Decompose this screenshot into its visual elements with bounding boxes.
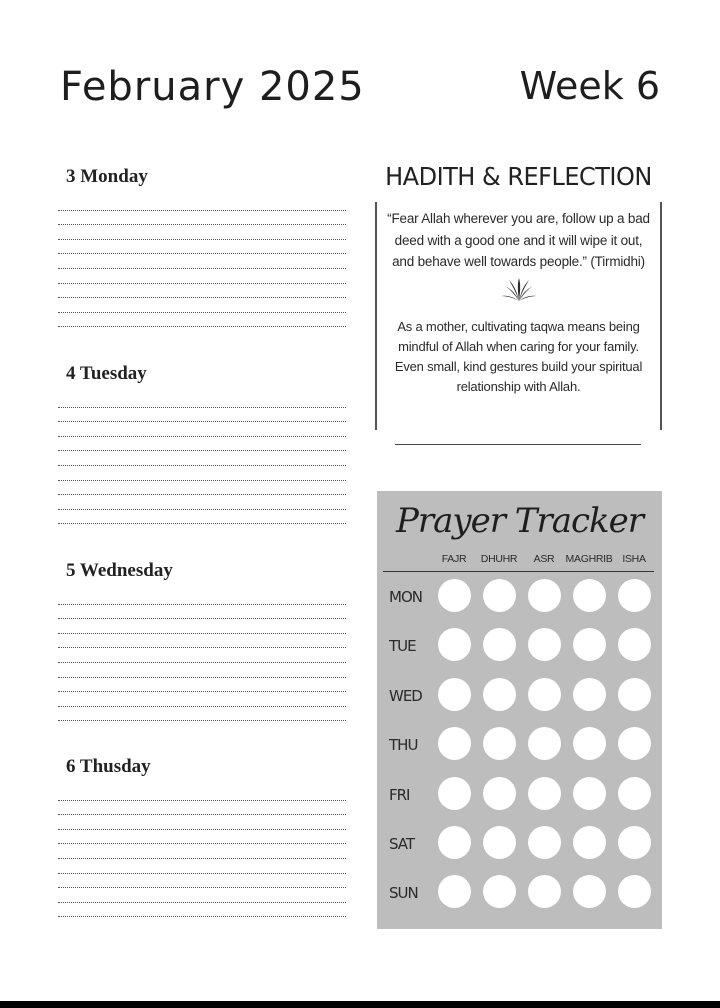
tracker-day-label: SAT: [389, 835, 415, 853]
writing-line[interactable]: [58, 634, 346, 649]
writing-line[interactable]: [58, 481, 346, 496]
prayer-checkbox[interactable]: [573, 826, 606, 859]
writing-line[interactable]: [58, 284, 346, 299]
hadith-box: [375, 202, 662, 430]
tracker-row: [377, 777, 662, 811]
writing-line[interactable]: [58, 707, 346, 722]
writing-line[interactable]: [58, 605, 346, 620]
prayer-checkbox[interactable]: [438, 628, 471, 661]
tracker-day-label: TUE: [389, 637, 416, 656]
tracker-day-label: WED: [389, 686, 422, 705]
month-title: February 2025: [60, 64, 365, 110]
prayer-checkbox[interactable]: [573, 727, 606, 760]
prayer-checkbox[interactable]: [618, 628, 651, 661]
prayer-checkbox[interactable]: [573, 678, 606, 711]
prayer-checkbox[interactable]: [528, 777, 561, 810]
prayer-checkbox[interactable]: [438, 727, 471, 760]
writing-line[interactable]: [58, 211, 346, 226]
day-section-monday: [58, 166, 346, 327]
writing-line[interactable]: [58, 393, 346, 408]
prayer-checkbox[interactable]: [483, 777, 516, 810]
writing-line[interactable]: [58, 408, 346, 423]
hadith-section: [375, 160, 662, 430]
prayer-checkbox[interactable]: [438, 777, 471, 810]
writing-line[interactable]: [58, 510, 346, 525]
writing-line[interactable]: [58, 437, 346, 452]
prayer-checkbox[interactable]: [528, 579, 561, 612]
prayer-checkbox[interactable]: [528, 678, 561, 711]
day-section-thursday: [58, 756, 346, 917]
prayer-checkbox[interactable]: [483, 727, 516, 760]
prayer-checkbox[interactable]: [573, 579, 606, 612]
prayer-tracker: [377, 491, 662, 929]
prayer-checkbox[interactable]: [618, 826, 651, 859]
writing-line[interactable]: [58, 844, 346, 859]
writing-line[interactable]: [58, 269, 346, 284]
writing-line[interactable]: [58, 859, 346, 874]
prayer-checkbox[interactable]: [483, 826, 516, 859]
tracker-title: Prayer Tracker: [395, 501, 643, 541]
writing-line[interactable]: [58, 692, 346, 707]
tracker-day-label: THU: [389, 736, 418, 755]
writing-line[interactable]: [58, 648, 346, 663]
hadith-quote: “Fear Allah wherever you are, follow up a bad deed with a good one and it will wipe it out, and behave well towards people.” (Tirmidhi): [387, 211, 650, 269]
writing-line[interactable]: [58, 815, 346, 830]
prayer-checkbox[interactable]: [573, 628, 606, 661]
prayer-checkbox[interactable]: [573, 777, 606, 810]
tracker-row: [377, 727, 662, 761]
writing-lines[interactable]: [58, 786, 346, 917]
day-title: 6 Thusday: [66, 756, 151, 777]
prayer-checkbox[interactable]: [528, 628, 561, 661]
prayer-header: ISHA: [622, 553, 646, 565]
writing-line[interactable]: [58, 678, 346, 693]
prayer-header: DHUHR: [480, 553, 518, 565]
tracker-row: [377, 579, 662, 613]
writing-line[interactable]: [58, 663, 346, 678]
prayer-checkbox[interactable]: [438, 875, 471, 908]
tracker-day-label: SUN: [389, 884, 418, 903]
tracker-row: [377, 875, 662, 909]
writing-line[interactable]: [58, 254, 346, 269]
prayer-checkbox[interactable]: [438, 826, 471, 859]
tracker-row: [377, 678, 662, 712]
writing-line[interactable]: [58, 196, 346, 211]
divider: [383, 571, 654, 572]
prayer-checkbox[interactable]: [438, 678, 471, 711]
prayer-header: ASR: [533, 553, 555, 565]
writing-line[interactable]: [58, 422, 346, 437]
prayer-checkbox[interactable]: [528, 727, 561, 760]
hadith-title: HADITH & REFLECTION: [385, 162, 652, 192]
writing-line[interactable]: [58, 313, 346, 328]
prayer-checkbox[interactable]: [618, 727, 651, 760]
day-title: 5 Wednesday: [66, 560, 173, 581]
tracker-row: [377, 628, 662, 662]
prayer-checkbox[interactable]: [618, 875, 651, 908]
prayer-checkbox[interactable]: [528, 826, 561, 859]
writing-line[interactable]: [58, 298, 346, 313]
week-label: Week 6: [519, 64, 660, 108]
writing-line[interactable]: [58, 451, 346, 466]
prayer-checkbox[interactable]: [483, 628, 516, 661]
day-section-tuesday: [58, 363, 346, 524]
tracker-day-label: MON: [389, 588, 422, 606]
prayer-checkbox[interactable]: [573, 875, 606, 908]
day-section-wednesday: [58, 560, 346, 721]
writing-line[interactable]: [58, 830, 346, 845]
writing-lines[interactable]: [58, 393, 346, 524]
tracker-row: [377, 826, 662, 860]
prayer-checkbox[interactable]: [618, 777, 651, 810]
writing-line[interactable]: [58, 874, 346, 889]
prayer-header: MAGHRIB: [565, 553, 613, 565]
prayer-checkbox[interactable]: [528, 875, 561, 908]
writing-line[interactable]: [58, 225, 346, 240]
prayer-checkbox[interactable]: [618, 678, 651, 711]
writing-lines[interactable]: [58, 196, 346, 327]
prayer-header: FAJR: [441, 553, 467, 565]
writing-line[interactable]: [58, 801, 346, 816]
prayer-checkbox[interactable]: [618, 579, 651, 612]
writing-line[interactable]: [58, 619, 346, 634]
writing-line[interactable]: [58, 786, 346, 801]
prayer-checkbox[interactable]: [483, 678, 516, 711]
divider: [395, 444, 641, 445]
day-title: 3 Monday: [66, 166, 148, 187]
hadith-reflection: As a mother, cultivating taqwa means being mindful of Allah when caring for your family. Even small, kind gestures build your spiritual relationship with Allah.: [394, 318, 643, 394]
writing-line[interactable]: [58, 888, 346, 903]
writing-line[interactable]: [58, 495, 346, 510]
tracker-day-label: FRI: [389, 785, 410, 804]
day-title: 4 Tuesday: [66, 363, 147, 384]
prayer-checkbox[interactable]: [438, 579, 471, 612]
writing-line[interactable]: [58, 466, 346, 481]
writing-lines[interactable]: [58, 590, 346, 721]
writing-line[interactable]: [58, 903, 346, 918]
leaf-sprig-icon: [499, 277, 539, 303]
prayer-checkbox[interactable]: [483, 875, 516, 908]
writing-line[interactable]: [58, 240, 346, 255]
prayer-checkbox[interactable]: [483, 579, 516, 612]
bottom-bar: [0, 1001, 720, 1008]
writing-line[interactable]: [58, 590, 346, 605]
